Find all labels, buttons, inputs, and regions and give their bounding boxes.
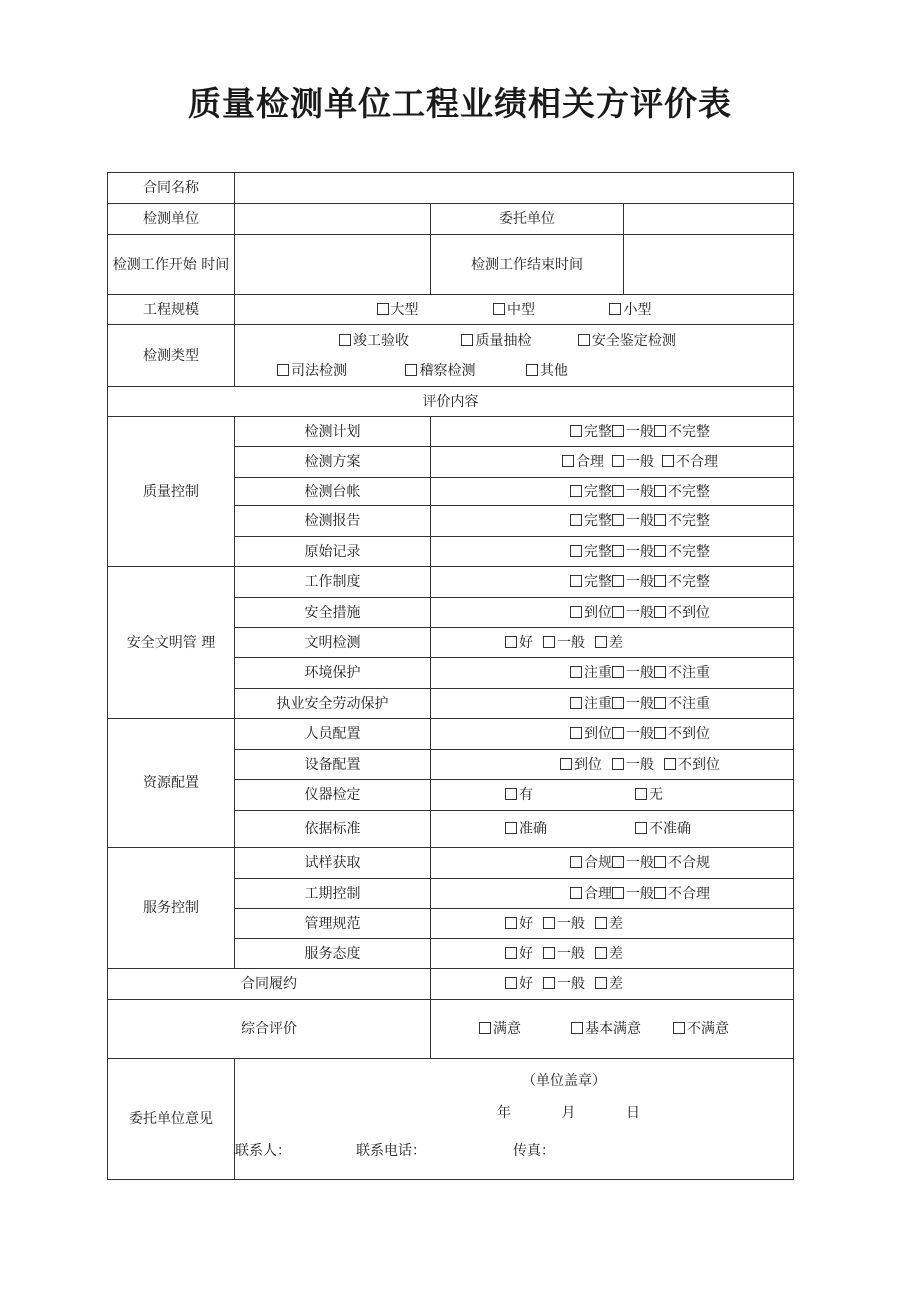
- date-day: 日: [625, 1105, 641, 1121]
- option[interactable]: 一般: [612, 602, 654, 624]
- checkbox-icon: [654, 575, 666, 587]
- fax-label: 传真：: [513, 1143, 555, 1159]
- option[interactable]: 无: [635, 784, 663, 806]
- test-type-option[interactable]: 其他: [526, 356, 568, 386]
- test-type-option[interactable]: 司法检测: [277, 356, 347, 386]
- eval-content-header: 评价内容: [108, 387, 794, 417]
- option[interactable]: 不合规: [654, 852, 710, 874]
- service-group-label: 服务控制: [108, 848, 235, 969]
- option[interactable]: 好: [505, 973, 533, 995]
- option[interactable]: 好: [505, 913, 533, 935]
- evaluation-form: [107, 172, 794, 1180]
- item-name: 检测方案: [235, 447, 431, 478]
- item-name: 服务态度: [235, 939, 431, 969]
- contract-name-label: 合同名称: [108, 173, 235, 204]
- checkbox-icon: [505, 947, 517, 959]
- checkbox-icon: [595, 917, 607, 929]
- option[interactable]: 好: [505, 943, 533, 965]
- client-unit-label: 委托单位: [431, 204, 624, 235]
- checkbox-icon: [662, 455, 674, 467]
- test-type-option[interactable]: 稽察检测: [405, 356, 475, 386]
- start-time-label: 检测工作开始 时间: [108, 235, 235, 295]
- option[interactable]: 合理: [570, 883, 612, 905]
- option[interactable]: 完整: [570, 541, 612, 563]
- item-name: 试样获取: [235, 848, 431, 879]
- testing-unit-field[interactable]: [235, 204, 431, 235]
- checkbox-icon: [612, 455, 624, 467]
- checkbox-icon: [479, 1022, 491, 1034]
- test-type-option[interactable]: 安全鉴定检测: [578, 326, 676, 356]
- option[interactable]: 不满意: [673, 1018, 729, 1040]
- test-type-label: 检测类型: [108, 325, 235, 387]
- checkbox-icon: [654, 887, 666, 899]
- checkbox-icon: [339, 334, 351, 346]
- checkbox-icon: [543, 636, 555, 648]
- option[interactable]: 一般: [612, 541, 654, 563]
- scale-label: 工程规模: [108, 295, 235, 325]
- option[interactable]: 不完整: [654, 481, 710, 503]
- checkbox-icon: [612, 575, 624, 587]
- option[interactable]: 不合理: [662, 451, 718, 473]
- phone-label: 联系电话：: [356, 1143, 426, 1159]
- client-unit-field[interactable]: [624, 204, 794, 235]
- scale-option[interactable]: 中型: [493, 299, 535, 321]
- checkbox-icon: [277, 364, 289, 376]
- checkbox-icon: [635, 822, 647, 834]
- item-name: 执业安全劳动保护: [235, 689, 431, 719]
- page-title: 质量检测单位工程业绩相关方评价表: [188, 84, 732, 123]
- scale-options: [235, 295, 794, 325]
- option[interactable]: 一般: [612, 571, 654, 593]
- option[interactable]: 完整: [570, 510, 612, 532]
- checkbox-icon: [560, 758, 572, 770]
- item-options: [431, 939, 794, 969]
- option[interactable]: 一般: [612, 723, 654, 745]
- checkbox-icon: [654, 856, 666, 868]
- checkbox-icon: [612, 727, 624, 739]
- checkbox-icon: [505, 636, 517, 648]
- item-options: [431, 417, 794, 447]
- option[interactable]: 好: [505, 632, 533, 654]
- item-options: [431, 628, 794, 658]
- item-name: 文明检测: [235, 628, 431, 658]
- option[interactable]: 不注重: [654, 662, 710, 684]
- option[interactable]: 满意: [479, 1018, 521, 1040]
- checkbox-icon: [612, 758, 624, 770]
- option[interactable]: 不准确: [635, 818, 691, 840]
- option[interactable]: 一般: [543, 973, 585, 995]
- contact-line: [235, 1140, 555, 1162]
- checkbox-icon: [570, 514, 582, 526]
- checkbox-icon: [571, 1022, 583, 1034]
- option[interactable]: 注重: [570, 662, 612, 684]
- option[interactable]: 一般: [612, 883, 654, 905]
- checkbox-icon: [570, 856, 582, 868]
- item-options: [431, 719, 794, 750]
- option[interactable]: 不完整: [654, 421, 710, 443]
- item-name: 管理规范: [235, 909, 431, 939]
- item-options: [431, 879, 794, 909]
- option[interactable]: 合规: [570, 852, 612, 874]
- checkbox-icon: [570, 697, 582, 709]
- option[interactable]: 差: [595, 943, 623, 965]
- checkbox-icon: [578, 334, 590, 346]
- option[interactable]: 差: [595, 973, 623, 995]
- option[interactable]: 一般: [612, 754, 654, 776]
- option[interactable]: 一般: [612, 693, 654, 715]
- item-options: [431, 848, 794, 879]
- checkbox-icon: [612, 666, 624, 678]
- checkbox-icon: [654, 485, 666, 497]
- option[interactable]: 不到位: [664, 754, 720, 776]
- option[interactable]: 一般: [612, 852, 654, 874]
- checkbox-icon: [664, 758, 676, 770]
- date-year: 年: [497, 1105, 513, 1121]
- checkbox-icon: [543, 947, 555, 959]
- end-time-field[interactable]: [624, 235, 794, 295]
- test-type-options: [235, 325, 794, 387]
- date-month: 月: [561, 1105, 577, 1121]
- option[interactable]: 差: [595, 632, 623, 654]
- item-options: [431, 506, 794, 537]
- end-time-label: 检测工作结束时间: [431, 235, 624, 295]
- option[interactable]: 不到位: [654, 723, 710, 745]
- option[interactable]: 完整: [570, 421, 612, 443]
- contract-name-field[interactable]: [235, 173, 794, 204]
- checkbox-icon: [595, 636, 607, 648]
- option[interactable]: 不完整: [654, 571, 710, 593]
- checkbox-icon: [543, 977, 555, 989]
- option[interactable]: 到位: [560, 754, 602, 776]
- item-name: 检测计划: [235, 417, 431, 447]
- item-options: [431, 447, 794, 478]
- option[interactable]: 一般: [543, 913, 585, 935]
- checkbox-icon: [612, 545, 624, 557]
- overall-options: [431, 1000, 794, 1059]
- option[interactable]: 差: [595, 913, 623, 935]
- item-options: [431, 750, 794, 780]
- option[interactable]: 不完整: [654, 510, 710, 532]
- item-options: [431, 658, 794, 689]
- option[interactable]: 基本满意: [571, 1018, 641, 1040]
- checkbox-icon: [461, 334, 473, 346]
- item-name: 仪器检定: [235, 780, 431, 811]
- item-options: [431, 537, 794, 567]
- item-name: 检测台帐: [235, 478, 431, 506]
- start-time-field[interactable]: [235, 235, 431, 295]
- checkbox-icon: [612, 425, 624, 437]
- client-opinion-label: 委托单位意见: [108, 1059, 235, 1180]
- seal-stamp-text: （单位盖章）: [522, 1073, 606, 1089]
- checkbox-icon: [493, 303, 505, 315]
- checkbox-icon: [505, 917, 517, 929]
- item-name: 人员配置: [235, 719, 431, 750]
- checkbox-icon: [570, 485, 582, 497]
- checkbox-icon: [570, 887, 582, 899]
- checkbox-icon: [570, 545, 582, 557]
- checkbox-icon: [654, 697, 666, 709]
- checkbox-icon: [654, 514, 666, 526]
- checkbox-icon: [570, 606, 582, 618]
- checkbox-icon: [612, 697, 624, 709]
- item-name: 环境保护: [235, 658, 431, 689]
- option[interactable]: 一般: [612, 510, 654, 532]
- option[interactable]: 完整: [570, 571, 612, 593]
- item-name: 原始记录: [235, 537, 431, 567]
- item-options: [431, 780, 794, 811]
- checkbox-icon: [570, 666, 582, 678]
- option[interactable]: 一般: [612, 481, 654, 503]
- option[interactable]: 合理: [562, 451, 604, 473]
- option[interactable]: 注重: [570, 693, 612, 715]
- checkbox-icon: [635, 788, 647, 800]
- checkbox-icon: [654, 545, 666, 557]
- item-name: 依据标准: [235, 811, 431, 848]
- checkbox-icon: [673, 1022, 685, 1034]
- checkbox-icon: [562, 455, 574, 467]
- checkbox-icon: [654, 425, 666, 437]
- option[interactable]: 完整: [570, 481, 612, 503]
- option[interactable]: 不到位: [654, 602, 710, 624]
- checkbox-icon: [654, 606, 666, 618]
- checkbox-icon: [377, 303, 389, 315]
- checkbox-icon: [595, 947, 607, 959]
- item-name: 工作制度: [235, 567, 431, 598]
- option[interactable]: 一般: [543, 632, 585, 654]
- option[interactable]: 到位: [570, 723, 612, 745]
- scale-option[interactable]: 大型: [377, 299, 419, 321]
- checkbox-icon: [570, 727, 582, 739]
- checkbox-icon: [543, 917, 555, 929]
- item-name: 检测报告: [235, 506, 431, 537]
- quality-group-label: 质量控制: [108, 417, 235, 567]
- contact-label: 联系人：: [235, 1143, 291, 1159]
- item-options: [431, 689, 794, 719]
- item-name: 工期控制: [235, 879, 431, 909]
- item-options: [431, 598, 794, 628]
- contract-perf-label: 合同履约: [108, 969, 431, 1000]
- test-type-option[interactable]: 竣工验收: [339, 326, 409, 356]
- testing-unit-label: 检测单位: [108, 204, 235, 235]
- item-options: [431, 909, 794, 939]
- option[interactable]: 不完整: [654, 541, 710, 563]
- checkbox-icon: [505, 822, 517, 834]
- overall-label: 综合评价: [108, 1000, 431, 1059]
- checkbox-icon: [570, 425, 582, 437]
- item-options: [431, 811, 794, 848]
- option[interactable]: 一般: [612, 451, 654, 473]
- checkbox-icon: [612, 606, 624, 618]
- option[interactable]: 到位: [570, 602, 612, 624]
- option[interactable]: 一般: [612, 421, 654, 443]
- contract-perf-options: [431, 969, 794, 1000]
- checkbox-icon: [654, 666, 666, 678]
- item-name: 设备配置: [235, 750, 431, 780]
- item-name: 安全措施: [235, 598, 431, 628]
- safety-group-label: 安全文明管 理: [108, 567, 235, 719]
- scale-option[interactable]: 小型: [609, 299, 651, 321]
- checkbox-icon: [595, 977, 607, 989]
- option[interactable]: 不注重: [654, 693, 710, 715]
- checkbox-icon: [526, 364, 538, 376]
- checkbox-icon: [612, 856, 624, 868]
- seal-date: [235, 1102, 793, 1124]
- checkbox-icon: [405, 364, 417, 376]
- item-options: [431, 567, 794, 598]
- checkbox-icon: [505, 788, 517, 800]
- option[interactable]: 不合理: [654, 883, 710, 905]
- option[interactable]: 一般: [543, 943, 585, 965]
- item-options: [431, 478, 794, 506]
- option[interactable]: 有: [505, 784, 635, 806]
- client-opinion-field[interactable]: [235, 1059, 794, 1180]
- checkbox-icon: [505, 977, 517, 989]
- resource-group-label: 资源配置: [108, 719, 235, 848]
- test-type-option[interactable]: 质量抽检: [461, 326, 531, 356]
- checkbox-icon: [612, 485, 624, 497]
- checkbox-icon: [612, 887, 624, 899]
- checkbox-icon: [570, 575, 582, 587]
- checkbox-icon: [612, 514, 624, 526]
- option[interactable]: 一般: [612, 662, 654, 684]
- checkbox-icon: [654, 727, 666, 739]
- option[interactable]: 准确: [505, 818, 635, 840]
- checkbox-icon: [609, 303, 621, 315]
